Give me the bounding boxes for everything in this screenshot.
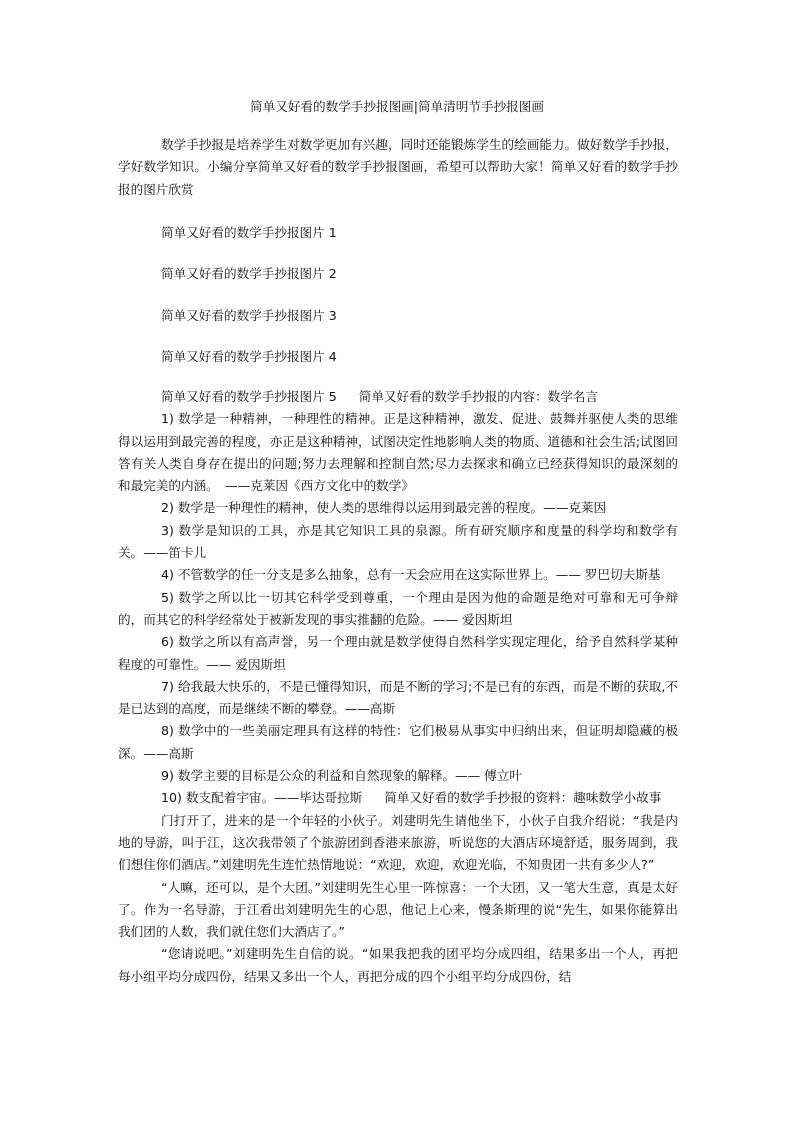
quote-4: 4) 不管数学的任一分支是多么抽象，总有一天会应用在这实际世界上。—— 罗巴切夫斯基 [161, 567, 661, 583]
quote-10: 10) 数支配着宇宙。——毕达哥拉斯 [161, 790, 363, 806]
story-paragraph-3: “您请说吧。”刘建明先生自信的说。“如果我把我的团平均分成四组，结果多出一个人，再把每小组平均分成四份，结果又多出一个人，再把分成的四个小组平均分成四份，结 [118, 946, 678, 984]
quote-10-and-story-heading [118, 787, 678, 809]
quote-1: 1) 数学是一种精神，一种理性的精神。正是这种精神，激发、促进、鼓舞并驱使人类的思维得以运用到最完善的程度，亦正是这种精神，试图决定性地影响人类的物质、道德和社会生活;试图回答有关人类自身存在提出的问题;努力去理解和控制自然;尽力去探求和确立已经获得知识的最深刻的和最完美的内涵。 ——克莱因《西方文化中的数学》 [118, 411, 678, 494]
image-caption-1: 简单又好看的数学手抄报图片 1 [161, 225, 337, 240]
document-title: 简单又好看的数学手抄报图画|简单清明节手抄报图画 [250, 99, 544, 114]
image-caption-2: 简单又好看的数学手抄报图片 2 [161, 266, 337, 281]
quote-7: 7) 给我最大快乐的，不是已懂得知识，而是不断的学习;不是已有的东西，而是不断的获取,不是已达到的高度，而是继续不断的攀登。——高斯 [118, 678, 678, 717]
story-heading: 简单又好看的数学手抄报的资料：趣味数学小故事 [384, 790, 662, 806]
story-paragraph-2: “人嘛，还可以，是个大团。”刘建明先生心里一阵惊喜：一个大团，又一笔大生意，真是太好了。作为一名导游，于江看出刘建明先生的心思，他记上心来，慢条斯理的说“先生，如果你能算出我们团的人数，我们就住您们大酒店了。” [118, 879, 678, 940]
story-paragraph-1: 门打开了，进来的是一个年轻的小伙子。刘建明先生请他坐下，小伙子自我介绍说：“我是内地的导游，叫于江，这次我带领了个旅游团到香港来旅游，听说您的大酒店环境舒适，服务周到，我们想住你们酒店。”刘建明先生连忙热情地说：“欢迎，欢迎，欢迎光临，不知贵团一共有多少人?” [118, 812, 678, 873]
quote-6: 6) 数学之所以有高声誉，另一个理由就是数学使得自然科学实现定理化，给予自然科学某种程度的可靠性。—— 爱因斯坦 [118, 634, 678, 672]
quote-2: 2) 数学是一种理性的精神，使人类的思维得以运用到最完善的程度。——克莱因 [161, 500, 607, 516]
image-caption-3: 简单又好看的数学手抄报图片 3 [161, 308, 337, 323]
image-caption-5: 简单又好看的数学手抄报图片 5 [161, 389, 337, 404]
quote-5: 5) 数学之所以比一切其它科学受到尊重，一个理由是因为他的命题是绝对可靠和无可争辩的，而其它的科学经常处于被新发现的事实推翻的危险。—— 爱因斯坦 [118, 589, 678, 627]
quotes-heading: 简单又好看的数学手抄报的内容：数学名言 [358, 389, 599, 404]
image5-and-quotes-heading [118, 386, 678, 408]
quote-3: 3) 数学是知识的工具，亦是其它知识工具的泉源。所有研究顺序和度量的科学均和数学有关。——笛卡儿 [118, 522, 678, 561]
image-caption-4: 简单又好看的数学手抄报图片 4 [161, 349, 337, 364]
quote-8: 8) 数学中的一些美丽定理具有这样的特性：它们极易从事实中归纳出来，但证明却隐藏的极深。——高斯 [118, 723, 678, 761]
document-body [118, 386, 678, 988]
quote-9: 9) 数学主要的目标是公众的利益和自然现象的解释。—— 傅立叶 [161, 768, 522, 784]
intro-paragraph: 数学手抄报是培养学生对数学更加有兴趣，同时还能锻炼学生的绘画能力。做好数学手抄报，学好数学知识。小编分享简单又好看的数学手抄报图画，希望可以帮助大家！简单又好看的数学手抄报的图片欣赏 [118, 137, 678, 197]
